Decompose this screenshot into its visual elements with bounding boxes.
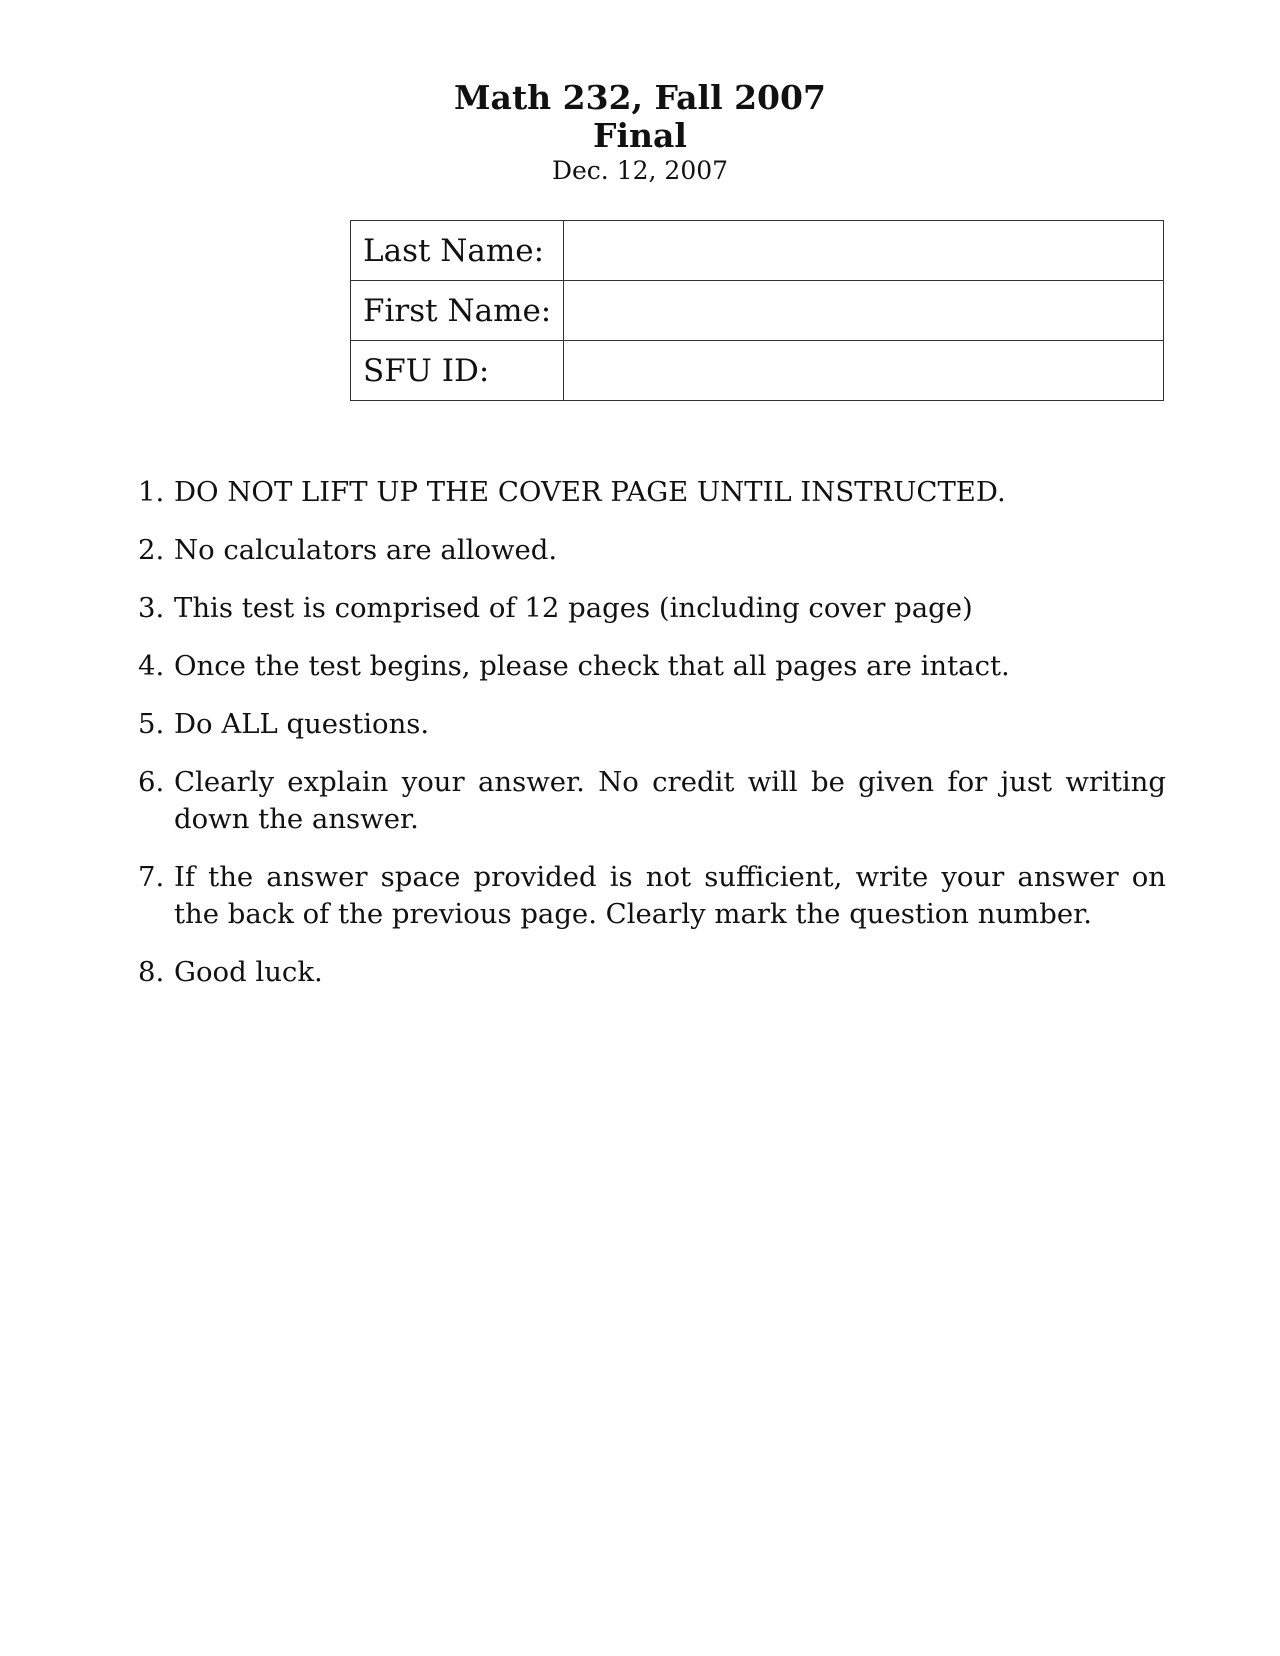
instruction-text: Once the test begins, please check that all pages are intact.: [174, 650, 1010, 682]
instruction-item: [138, 954, 1166, 991]
first-name-label: First Name:: [351, 281, 564, 341]
instruction-number: 7.: [138, 861, 165, 893]
instruction-item: [138, 532, 1166, 569]
instruction-text: If the answer space provided is not sufficient, write your answer on the back of the previous page. Clearly mark the question number.: [174, 861, 1166, 930]
sfu-id-label: SFU ID:: [351, 341, 564, 401]
instruction-number: 6.: [138, 766, 165, 798]
sfu-id-field[interactable]: [564, 341, 1164, 401]
instruction-text: This test is comprised of 12 pages (including cover page): [174, 592, 973, 624]
instruction-text: No calculators are allowed.: [174, 534, 558, 566]
instruction-text: Do ALL questions.: [174, 708, 430, 740]
exam-subtitle: Final: [593, 116, 687, 155]
student-id-table: [350, 220, 1164, 401]
instruction-number: 3.: [138, 592, 165, 624]
instruction-number: 5.: [138, 708, 165, 740]
instruction-text: Good luck.: [174, 956, 323, 988]
instruction-text: Clearly explain your answer. No credit will be given for just writing down the answer.: [174, 766, 1166, 835]
last-name-row: [351, 221, 1164, 281]
first-name-row: [351, 281, 1164, 341]
instruction-item: [138, 706, 1166, 743]
instruction-item: [138, 764, 1166, 838]
instruction-number: 2.: [138, 534, 165, 566]
instruction-number: 4.: [138, 650, 165, 682]
exam-date: Dec. 12, 2007: [551, 156, 729, 185]
last-name-label: Last Name:: [351, 221, 564, 281]
instruction-number: 8.: [138, 956, 165, 988]
instruction-number: 1.: [138, 476, 165, 508]
instruction-text: DO NOT LIFT UP THE COVER PAGE UNTIL INSTRUCTED.: [174, 476, 1006, 508]
instructions-list: [138, 474, 1166, 1012]
exam-header: [0, 78, 1280, 188]
last-name-field[interactable]: [564, 221, 1164, 281]
instruction-item: [138, 859, 1166, 933]
first-name-field[interactable]: [564, 281, 1164, 341]
instruction-item: [138, 648, 1166, 685]
sfu-id-row: [351, 341, 1164, 401]
exam-title: Math 232, Fall 2007: [454, 78, 826, 117]
instruction-item: [138, 590, 1166, 627]
instruction-item: [138, 474, 1166, 511]
